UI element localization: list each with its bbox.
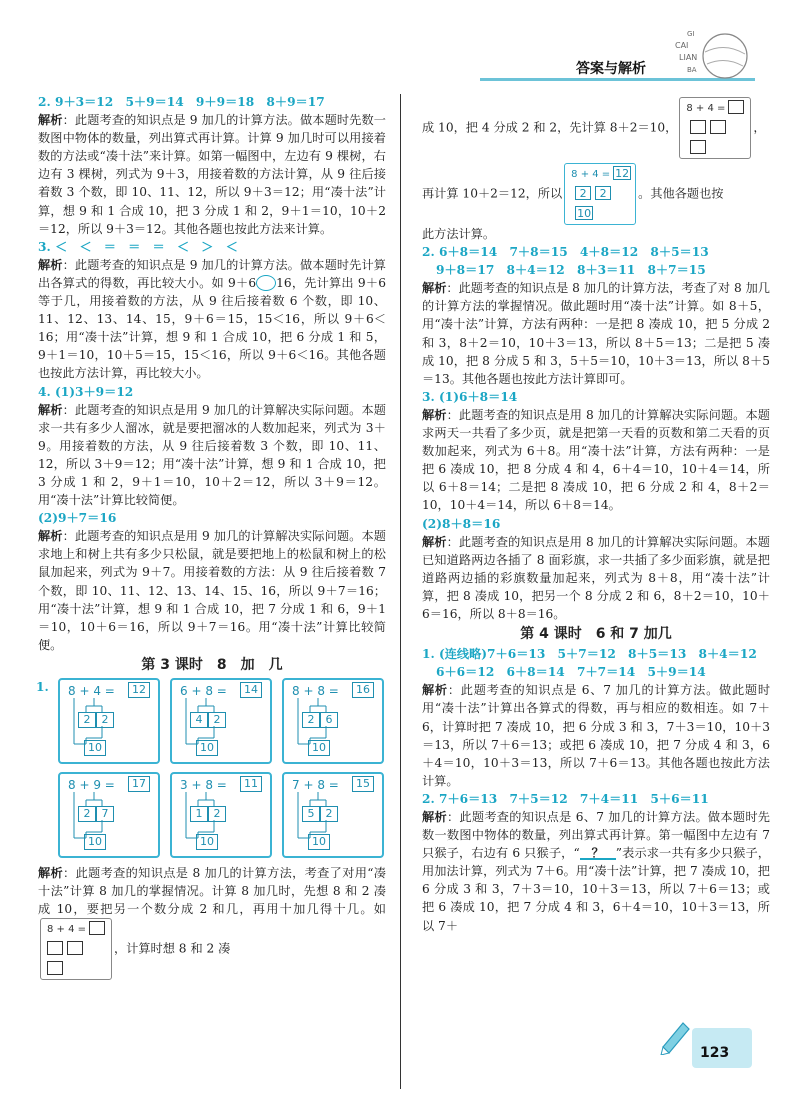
answer-q2: 2. 9＋3＝12 5＋9＝14 9＋9＝18 8＋9＝17 [38, 95, 325, 109]
diagram-box-s2: 6 [320, 712, 338, 728]
page-number: 123 [700, 1045, 730, 1061]
diagram-box-s2: 2 [320, 806, 338, 822]
diagram-box-s1: 2 [78, 806, 96, 822]
l3-q1-num: 1. [36, 680, 49, 694]
diagram-box-r: 15 [352, 776, 374, 792]
diagram-card [58, 678, 160, 764]
inline-diagram-right-1: 8 + 4 = [679, 97, 751, 159]
right-line-2: 再计算 10＋2＝12，所以 8 + 4 = 12 2 2 10 。其他各题也按 [422, 163, 770, 225]
diagram-card [170, 772, 272, 858]
l4-q2-explain: 解析：此题考查的知识点是 6、7 加几的计算方法。做本题时先数一数图中物体的数量，列出算式再计算。第一幅图中左边有 7 只猴子，右边有 6 只猴子，“ ？ ”表示求一共有多少只猴子，用加法计算，列式为 7＋6。用“凑十法”计算，把 7 凑成 10，把 6 分成 3 和 3，7＋3＝10，10＋3＝13，所以 7＋6＝13；或把 6 凑成 10，把 7 分成 4 和 3，6＋4＝10，10＋3＝13，所以 7＋ [422, 810, 770, 933]
deco-text-2: CAI [675, 41, 689, 50]
diagram-grid [58, 678, 386, 858]
diagram-card [282, 772, 384, 858]
diagram-box-ten: 10 [84, 834, 106, 850]
diagram-box-ten: 10 [308, 834, 330, 850]
diagram-box-ten: 10 [196, 740, 218, 756]
deco-text-3: LIAN [679, 53, 698, 62]
diagram-box-ten: 10 [308, 740, 330, 756]
diagram-equation: 8 + 8 = [292, 684, 339, 698]
blank-circle-icon [256, 275, 276, 291]
diagram-card [58, 772, 160, 858]
column-divider [400, 94, 401, 1089]
deco-text-1: GI [687, 30, 695, 38]
diagram-equation: 7 + 8 = [292, 778, 339, 792]
right-q2-explain: 解析：此题考查的知识点是 8 加几的计算方法，考查了对 8 加几的计算方法的掌握情况。做此题时用“凑十法”计算。如 8＋5，用“凑十法”计算，方法有两种：一是把 8 凑成 10，把 5 分成 2 和 3，8＋2＝10，10＋3＝13，所以 8＋5＝13；二是把 5 凑成 10，把 8 分成 5 和 3，5＋5＝10，10＋3＝13，所以 8＋5＝13。其他各题也按此方法计算即可。 [422, 281, 770, 386]
right-q3-2-answer: (2)8＋8＝16 [422, 516, 501, 531]
lesson4-title: 第 4 课时 6 和 7 加几 [520, 626, 672, 643]
diagram-box-r: 17 [128, 776, 150, 792]
diagram-card [282, 678, 384, 764]
l4-q2-answer: 2. 7＋6＝13 7＋5＝12 7＋4＝11 5＋6＝11 [422, 791, 709, 806]
diagram-equation: 8 + 4 = [68, 684, 115, 698]
diagram-box-ten: 10 [84, 740, 106, 756]
diagram-box-s1: 2 [302, 712, 320, 728]
answer-q3: 3. ＜ ＜ ＝ ＝ ＝ ＜ ＞ ＜ [38, 239, 238, 254]
diagram-box-r: 11 [240, 776, 262, 792]
pencil-icon [655, 1015, 695, 1055]
diagram-box-r: 14 [240, 682, 262, 698]
explain-q2: 解析：此题考查的知识点是 9 加几的计算方法。做本题时先数一数图中物体的数量，列出算式再计算。计算 9 加几时可以用接着数的方法或“凑十法”来计算。如第一幅图中，左边有 9 棵树，右边有 3 棵树，列式为 9＋3，用接着数的方法计算，从 9 往后接着数 3 个数，即 10、11、12，所以 9＋3＝12；用“凑十法”计算，想 9 和 1 合成 10，把 3 分成 1 和 2，9＋1＝10，10＋2＝12，所以 9＋3＝12。其他各题也按此方法来计算。 [38, 113, 386, 236]
right-line-1: 成 10，把 4 分成 2 和 2，先计算 8＋2＝10， 8 + 4 = ， [422, 97, 770, 159]
left-column [38, 93, 386, 980]
inline-diagram-right-2: 8 + 4 = 12 2 2 10 [564, 163, 636, 225]
right-line-3: 此方法计算。 [422, 227, 496, 241]
lesson3-title: 第 3 课时 8 加 几 [141, 656, 283, 673]
diagram-box-r: 12 [128, 682, 150, 698]
answer-q4-1: 4. (1)3＋9＝12 [38, 384, 134, 399]
explain-l3: 解析：此题考查的知识点是 8 加几的计算方法，考查了对用“凑十法”计算 8 加几的掌握情况。计算 8 加几时，先想 8 和 2 凑成 10，要把另一个数分成 2 和几，再用十加几得十几。如 8 + 4 = ，计算时想 8 和 2 凑 [38, 864, 386, 980]
right-q3-2-explain: 解析：此题考查的知识点是用 8 加几的计算解决实际问题。本题已知道路两边各插了 8 面彩旗，求一共插了多少面彩旗，就是把道路两边插的彩旗数量加起来，列式为 8＋8，用“凑十法”计算，把 8 凑成 10，把另一个 8 分成 2 和 6，8＋2＝10，10＋6＝16，所以 8＋8＝16。 [422, 534, 770, 621]
inline-diagram-example: 8 + 4 = [40, 918, 112, 980]
diagram-equation: 8 + 9 = [68, 778, 115, 792]
diagram-box-r: 16 [352, 682, 374, 698]
explain-q4-1: 解析：此题考查的知识点是用 9 加几的计算解决实际问题。本题求一共有多少人溜冰，就是要把溜冰的人数加起来，列式为 3＋9。用接着数的方法，从 9 往后接着数 3 个数，即 10、11、12，所以 3＋9＝12；用“凑十法”计算，想 9 和 1 合成 10，把 3 分成 1 和 2，9＋1＝10，10＋2＝12，所以 3＋9＝12。用“凑十法”计算比较简便。 [38, 402, 386, 508]
l4-q1-answer-b: 6＋6＝12 6＋8＝14 7＋7＝14 5＋9＝14 [436, 665, 706, 680]
diagram-equation: 6 + 8 = [180, 684, 227, 698]
diagram-box-s2: 7 [96, 806, 114, 822]
explain-q4-2: 解析：此题考查的知识点是用 9 加几的计算解决实际问题。本题求地上和树上共有多少只松鼠，就是要把地上的松鼠和树上的松鼠加起来，列式为 9＋7。用接着数的方法：从 9 往后接着数 7 个数，即 10、11、12、13、14、15、16，所以 9＋7＝16；用“凑十法”计算，想 9 和 1 合成 10，把 7 分成 1 和 6，9＋1＝10，10＋6＝16，所以 9＋7＝16。用“凑十法”计算比较简便。 [38, 529, 386, 652]
diagram-equation: 3 + 8 = [180, 778, 227, 792]
diagram-box-s1: 4 [190, 712, 208, 728]
diagram-section [38, 678, 386, 858]
diagram-box-s2: 2 [208, 712, 226, 728]
l4-q1-explain: 解析：此题考查的知识点是 6、7 加几的计算方法。做此题时用“凑十法”计算出各算式的得数，再与相应的数相连。如 7＋6，计算时把 7 凑成 10，把 6 分成 3 和 3，7＋3＝10，10＋3＝13，所以 7＋6＝13；或把 6 凑成 10，把 7 分成 4 和 3，6＋4＝10，10＋3＝13，所以 7＋6＝13。其他各题也按此方法计算。 [422, 683, 771, 788]
right-q3-1-explain: 解析：此题考查的知识点是用 8 加几的计算解决实际问题。本题求两天一共看了多少页，就是把第一天看的页数和第二天看的页数加起来，列式为 6＋8。用“凑十法”计算，方法有两种：一是把 6 凑成 10，把 8 分成 4 和 4，6＋4＝10，10＋4＝14，所以 6＋8＝14；二是把 8 凑成 10，把 6 分成 2 和 4，8＋2＝10，10＋4＝14，所以 6＋8＝14。 [422, 407, 770, 513]
explain-q3: 解析：此题考查的知识点是 9 加几的计算方法。做本题时先计算出各算式的得数，再比较大小。如 9＋6 16，先计算出 9＋6 等于几，用接着数的方法，从 9 往后接着数 6 个数，即 10、11、12、13、14、15，9＋6＝15，15＜16，所以 9＋6＜16；用“凑十法”计算，想 9 和 1 合成 10，把 6 分成 1 和 5，9＋1＝10，10＋5＝15，15＜16，所以 9＋6＜16。其他各题也按此方法计算，再比较大小。 [38, 257, 387, 381]
l4-q1-answer-a: 1. (连线略)7＋6＝13 5＋7＝12 8＋5＝13 8＋4＝12 [422, 647, 757, 662]
right-q2-answer-a: 2. 6＋8＝14 7＋8＝15 4＋8＝12 8＋5＝13 [422, 245, 709, 260]
right-q2-answer-b: 9＋8＝17 8＋4＝12 8＋3＝11 8＋7＝15 [436, 263, 706, 278]
page-header [0, 0, 800, 88]
globe-logo-icon [665, 22, 755, 88]
diagram-box-s2: 2 [96, 712, 114, 728]
answer-q4-2: (2)9＋7＝16 [38, 511, 117, 526]
diagram-box-s1: 5 [302, 806, 320, 822]
diagram-box-s1: 1 [190, 806, 208, 822]
diagram-box-ten: 10 [196, 834, 218, 850]
brace-question-mark: ？ [580, 848, 616, 860]
deco-text-4: BA [687, 66, 697, 74]
header-title: 答案与解析 [576, 61, 646, 77]
diagram-card [170, 678, 272, 764]
diagram-box-s2: 2 [208, 806, 226, 822]
right-q3-1-answer: 3. (1)6＋8＝14 [422, 389, 518, 404]
diagram-box-s1: 2 [78, 712, 96, 728]
right-column [422, 93, 770, 935]
